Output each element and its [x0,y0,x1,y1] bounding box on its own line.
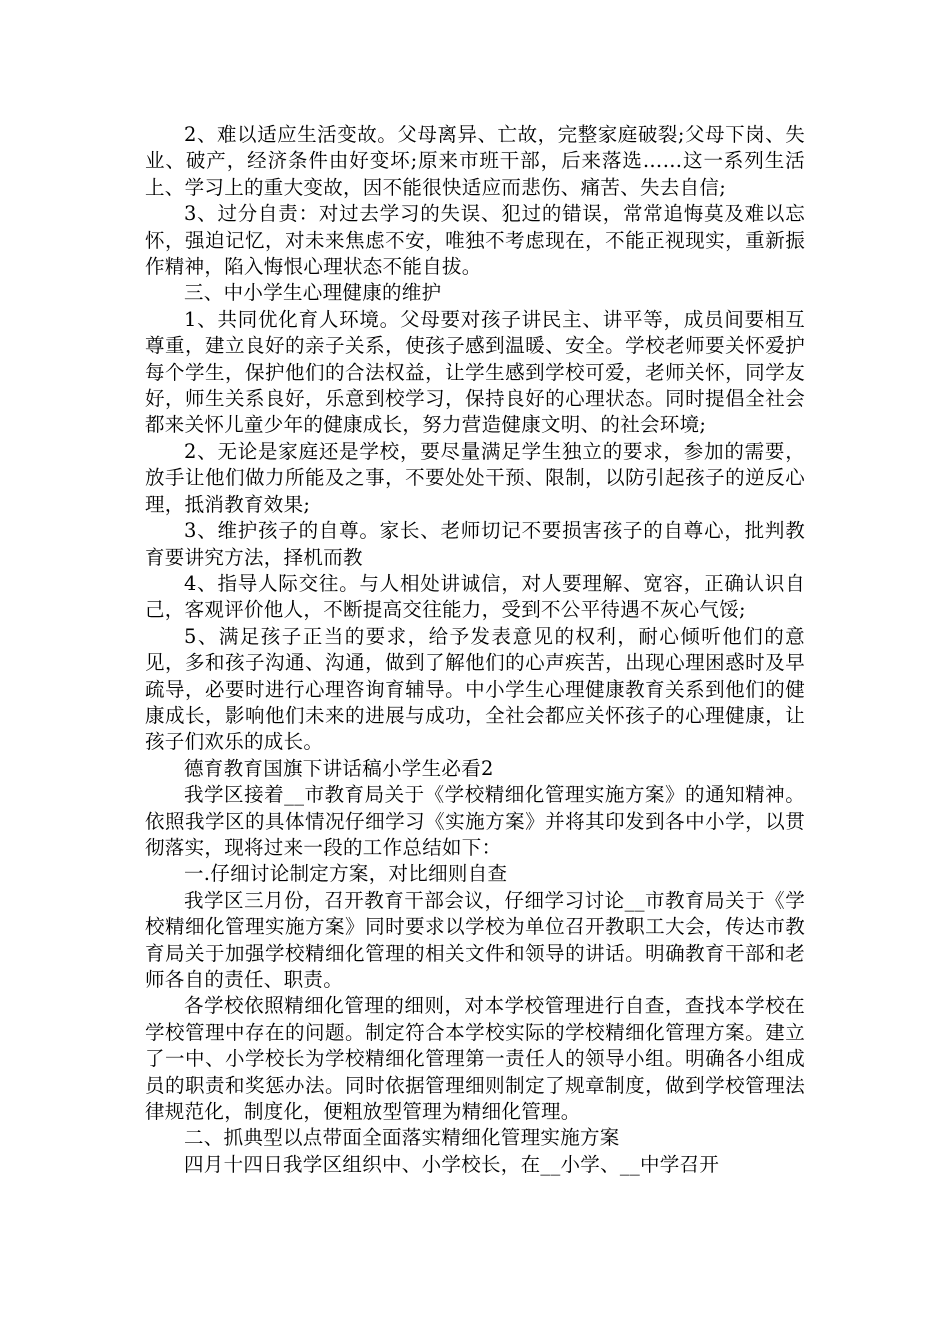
paragraph-intro: 我学区接着__市教育局关于《学校精细化管理实施方案》的通知精神。依照我学区的具体情况仔细学习《实施方案》并将其印发到各中小学，以贯彻落实，现将过来一段的工作总结如下： [145,783,805,859]
section-heading-mental-health-maintenance: 三、中小学生心理健康的维护 [184,281,442,305]
section-heading-plan: 一.仔细讨论制定方案，对比细则自查 [184,862,508,886]
paragraph-april-meeting: 四月十四日我学区组织中、小学校长，在__小学、__中学召开 [184,1152,720,1176]
section-heading-typical-cases: 二、抓典型以点带面全面落实精细化管理实施方案 [184,1126,620,1150]
paragraph-interpersonal: 4、指导人际交往。与人相处讲诚信，对人要理解、宽容，正确认识自己，客观评价他人，不断提高交往能力，受到不公平待遇不灰心气馁; [145,571,805,622]
paragraph-self-inspection: 各学校依照精细化管理的细则，对本学校管理进行自查，查找本学校在学校管理中存在的问题。制定符合本学校实际的学校精细化管理方案。建立了一中、小学校长为学校精细化管理第一责任人的领导小组。明确各小组成员的职责和奖惩办法。同时依据管理细则制定了规章制度，做到学校管理法律规范化，制度化，便粗放型管理为精细化管理。 [145,994,805,1124]
paragraph-reasonable-requests: 5、满足孩子正当的要求，给予发表意见的权利，耐心倾听他们的意见，多和孩子沟通、沟通，做到了解他们的心声疾苦，出现心理困惑时及早疏导，必要时进行心理咨询育辅导。中小学生心理健康教育关系到他们的健康成长，影响他们未来的进展与成功，全社会都应关怀孩子的心理健康，让孩子们欢乐的成长。 [145,624,805,754]
paragraph-march-meeting: 我学区三月份，召开教育干部会议，仔细学习讨论__市教育局关于《学校精细化管理实施方案》同时要求以学校为单位召开教职工大会，传达市教育局关于加强学校精细化管理的相关文件和领导的讲话。明确教育干部和老师各自的责任、职责。 [145,888,805,991]
paragraph-self-esteem: 3、维护孩子的自尊。家长、老师切记不要损害孩子的自尊心，批判教育要讲究方法，择机而教 [145,519,805,569]
paragraph-adapt-life-changes: 2、难以适应生活变故。父母离异、亡故，完整家庭破裂;父母下岗、失业、破产，经济条件由好变坏;原来市班干部，后来落选……这一系列生活上、学习上的重大变故，因不能很快适应而悲伤、痛苦、失去自信; [145,123,805,199]
paragraph-independence-needs: 2、无论是家庭还是学校，要尽量满足学生独立的要求，参加的需要，放手让他们做力所能及之事，不要处处干预、限制，以防引起孩子的逆反心理，抵消教育效果; [145,439,805,516]
paragraph-optimize-environment: 1、共同优化育人环境。父母要对孩子讲民主、讲平等，成员间要相互尊重，建立良好的亲子关系，使孩子感到温暖、安全。学校老师要关怀爱护每个学生，保护他们的合法权益，让学生感到学校可爱，老师关怀，同学友好，师生关系良好，乐意到校学习，保持良好的心理状态。同时提倡全社会都来关怀儿童少年的健康成长，努力营造健康文明、的社会环境; [145,307,805,437]
document-page [145,122,805,1178]
paragraph-excessive-self-blame: 3、过分自责：对过去学习的失误、犯过的错误，常常追悔莫及难以忘怀，强迫记忆，对未来焦虑不安，唯独不考虑现在，不能正视现实，重新振作精神，陷入悔恨心理状态不能自拔。 [145,202,805,279]
article-title: 德育教育国旗下讲话稿小学生必看2 [184,756,494,780]
